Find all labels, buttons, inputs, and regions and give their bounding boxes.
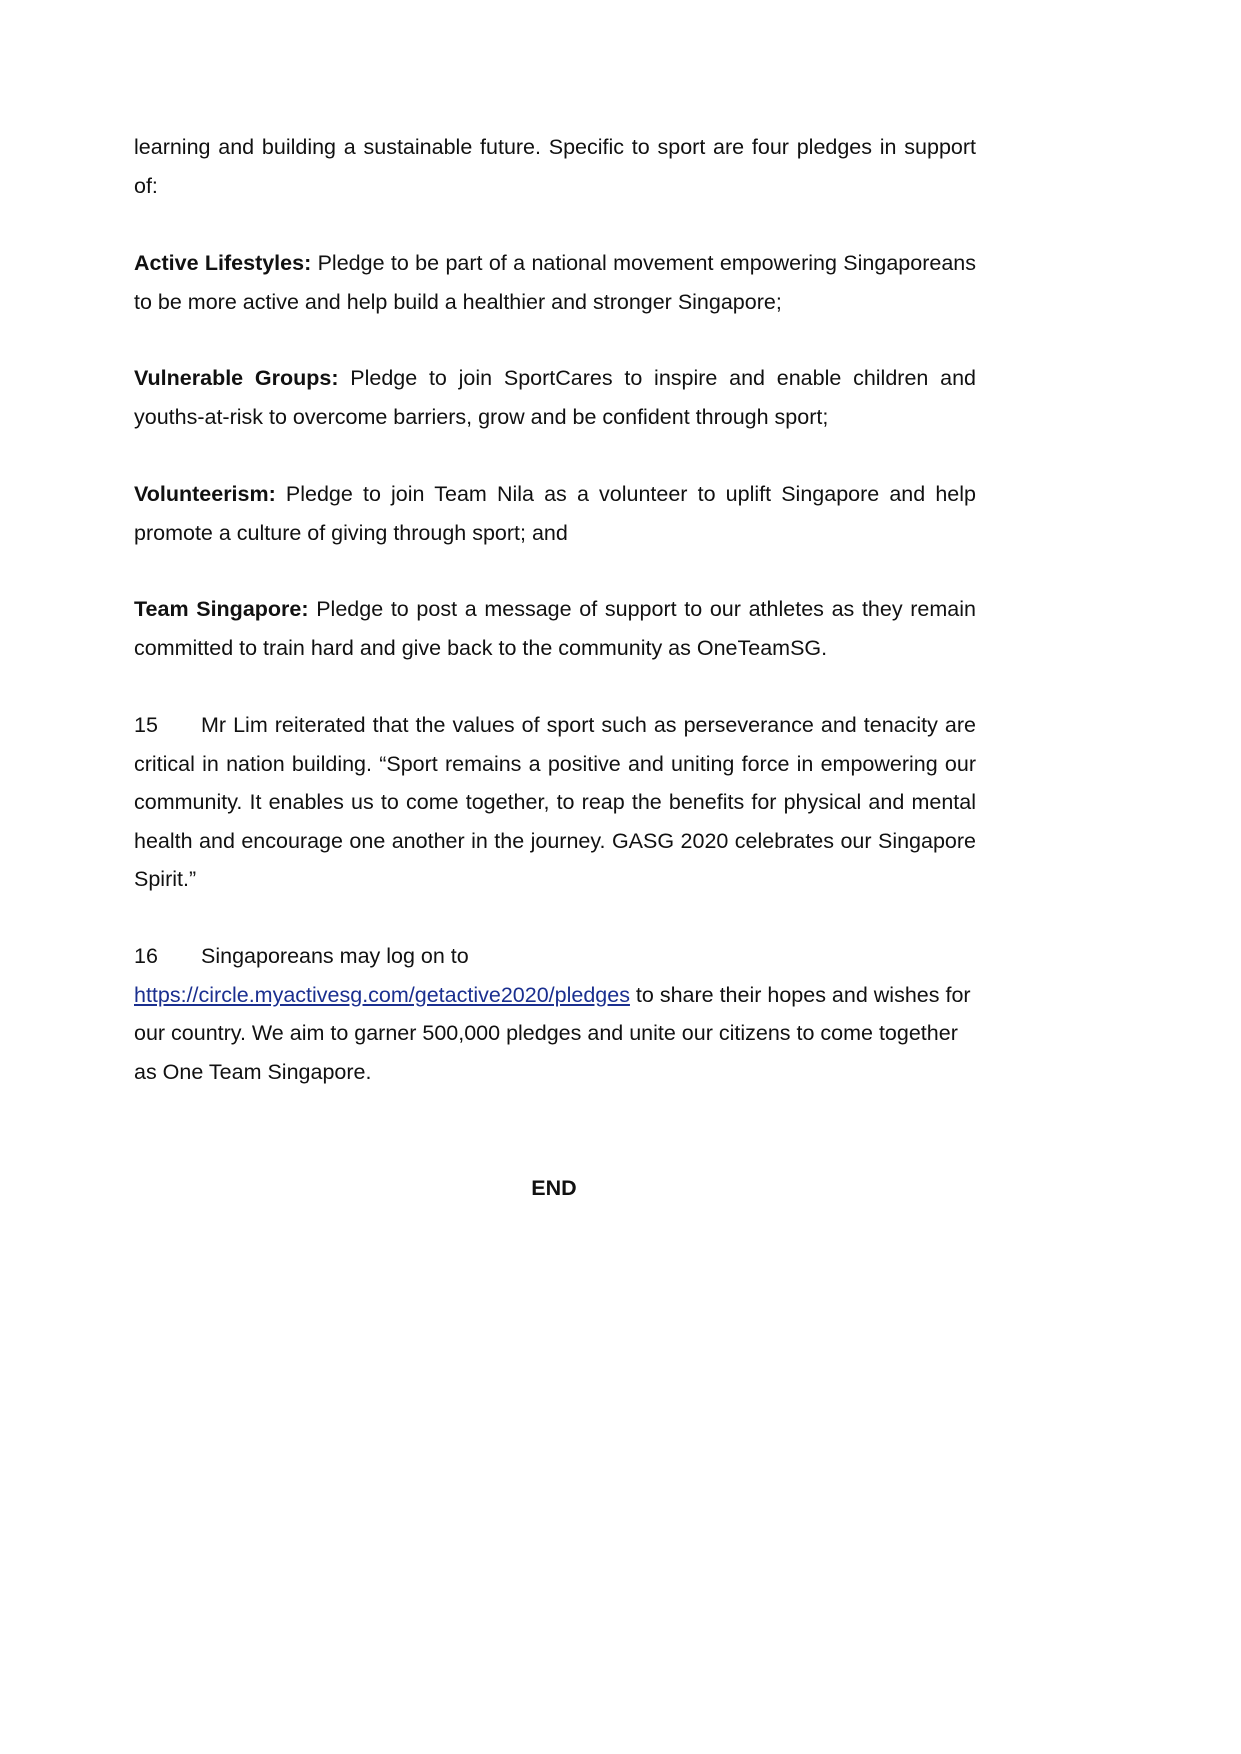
pledge-text: Pledge to join Team Nila as a volunteer to uplift Singapore and help promote a culture of giving through sport; and (134, 482, 976, 545)
pledge-active-lifestyles (134, 244, 976, 321)
pledge-title: Team Singapore: (134, 597, 309, 621)
pledge-volunteerism (134, 475, 976, 552)
pledge-title: Active Lifestyles: (134, 251, 312, 275)
pledge-text: Pledge to post a message of support to our athletes as they remain committed to train hard and give back to the community as OneTeamSG. (134, 597, 976, 660)
pledges-link[interactable]: https://circle.myactivesg.com/getactive2020/pledges (134, 982, 630, 1007)
pledge-title: Vulnerable Groups: (134, 366, 339, 390)
pledge-title: Volunteerism: (134, 482, 276, 506)
paragraph-number: 16 (134, 944, 158, 968)
paragraph-text: to share their hopes and wishes for our country. We aim to garner 500,000 pledges and unite our citizens to come together as One Team Singapore. (134, 982, 971, 1084)
intro-text: learning and building a sustainable future. Specific to sport are four pledges in support of: (134, 135, 976, 198)
paragraph-lead: Singaporeans may log on to (201, 944, 469, 968)
paragraph-15 (134, 706, 976, 899)
pledge-team-singapore (134, 590, 976, 667)
pledge-vulnerable-groups (134, 359, 976, 436)
end-marker: END (531, 1176, 577, 1200)
paragraph-number: 15 (134, 713, 158, 737)
paragraph-16 (134, 937, 976, 1091)
intro-paragraph (134, 128, 976, 205)
paragraph-text: Mr Lim reiterated that the values of sport such as perseverance and tenacity are critical in nation building. “Sport remains a positive and uniting force in empowering our community. It enables us to come together, to reap the benefits for physical and mental health and encourage one another in the journey. GASG 2020 celebrates our Singapore Spirit.” (134, 713, 976, 892)
pledge-text: Pledge to be part of a national movement empowering Singaporeans to be more active and help build a healthier and stronger Singapore; (134, 251, 976, 314)
pledge-text: Pledge to join SportCares to inspire and enable children and youths-at-risk to overcome barriers, grow and be confident through sport; (134, 366, 976, 429)
